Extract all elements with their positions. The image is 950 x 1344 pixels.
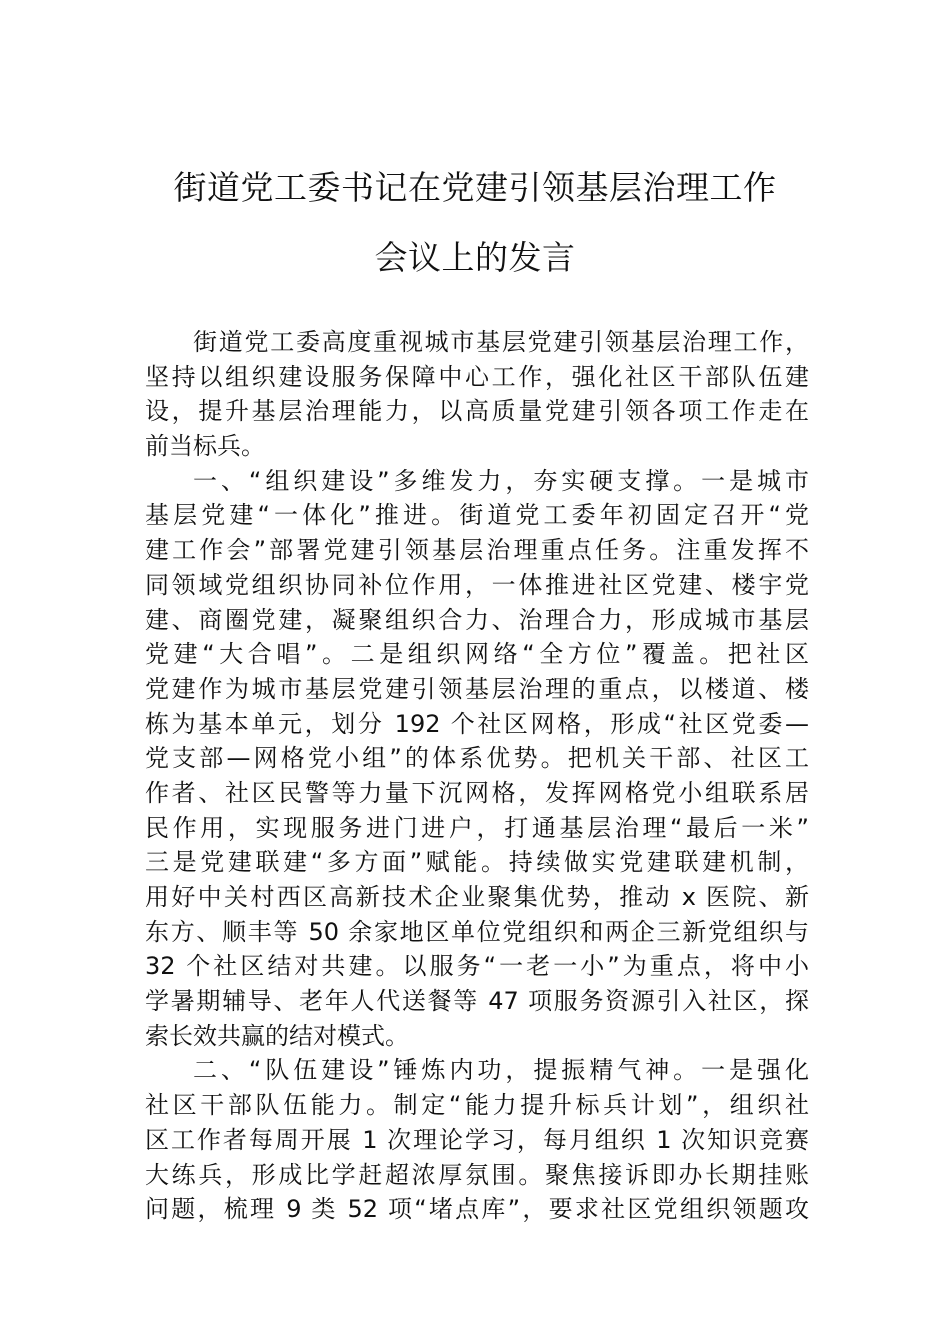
body-line: 设，提升基层治理能力，以高质量党建引领各项工作走在 bbox=[145, 397, 809, 426]
body-line: 栋为基本单元，划分 192 个社区网格，形成“社区党委— bbox=[145, 709, 809, 738]
body-line: 索长效共赢的结对模式。 bbox=[145, 1021, 409, 1050]
body-line: 东方、顺丰等 50 余家地区单位党组织和两企三新党组织与 bbox=[145, 917, 809, 946]
body-line: 建工作会”部署党建引领基层治理重点任务。注重发挥不 bbox=[145, 536, 809, 565]
body-line: 党建“大合唱”。二是组织网络“全方位”覆盖。把社区 bbox=[145, 640, 809, 669]
body-line: 基层党建“一体化”推进。街道党工委年初固定召开“党 bbox=[145, 501, 809, 530]
body-line: 作者、社区民警等力量下沉网格，发挥网格党小组联系居 bbox=[145, 778, 809, 807]
body-line: 社区干部队伍能力。制定“能力提升标兵计划”，组织社 bbox=[145, 1091, 809, 1120]
body-line: 二、“队伍建设”锤炼内功，提振精气神。一是强化 bbox=[193, 1056, 809, 1085]
body-line: 三是党建联建“多方面”赋能。持续做实党建联建机制， bbox=[145, 848, 809, 877]
body-line: 用好中关村西区高新技术企业聚集优势，推动 x 医院、新 bbox=[145, 883, 809, 911]
document-body bbox=[145, 325, 809, 1227]
document-title-line-2: 会议上的发言 bbox=[374, 238, 576, 277]
body-line: 坚持以组织建设服务保障中心工作，强化社区干部队伍建 bbox=[145, 362, 809, 391]
body-line: 民作用，实现服务进门进户，打通基层治理“最后一米” bbox=[145, 813, 809, 842]
body-line: 一、“组织建设”多维发力，夯实硬支撑。一是城市 bbox=[193, 466, 809, 495]
body-line: 区工作者每周开展 1 次理论学习，每月组织 1 次知识竞赛 bbox=[145, 1125, 809, 1154]
body-line: 前当标兵。 bbox=[145, 432, 265, 461]
body-line: 学暑期辅导、老年人代送餐等 47 项服务资源引入社区，探 bbox=[145, 987, 809, 1016]
document-title-line-1: 街道党工委书记在党建引领基层治理工作 bbox=[173, 168, 777, 207]
body-line: 32 个社区结对共建。以服务“一老一小”为重点，将中小 bbox=[145, 952, 809, 981]
body-line: 大练兵，形成比学赶超浓厚氛围。聚焦接诉即办长期挂账 bbox=[145, 1160, 809, 1189]
body-line: 街道党工委高度重视城市基层党建引领基层治理工作， bbox=[193, 328, 809, 356]
body-line: 问题，梳理 9 类 52 项“堵点库”，要求社区党组织领题攻 bbox=[145, 1195, 809, 1224]
body-line: 同领域党组织协同补位作用，一体推进社区党建、楼宇党 bbox=[145, 570, 809, 599]
body-line: 建、商圈党建，凝聚组织合力、治理合力，形成城市基层 bbox=[145, 605, 809, 634]
body-line: 党建作为城市基层党建引领基层治理的重点，以楼道、楼 bbox=[145, 674, 809, 703]
body-line: 党支部—网格党小组”的体系优势。把机关干部、社区工 bbox=[145, 744, 809, 773]
